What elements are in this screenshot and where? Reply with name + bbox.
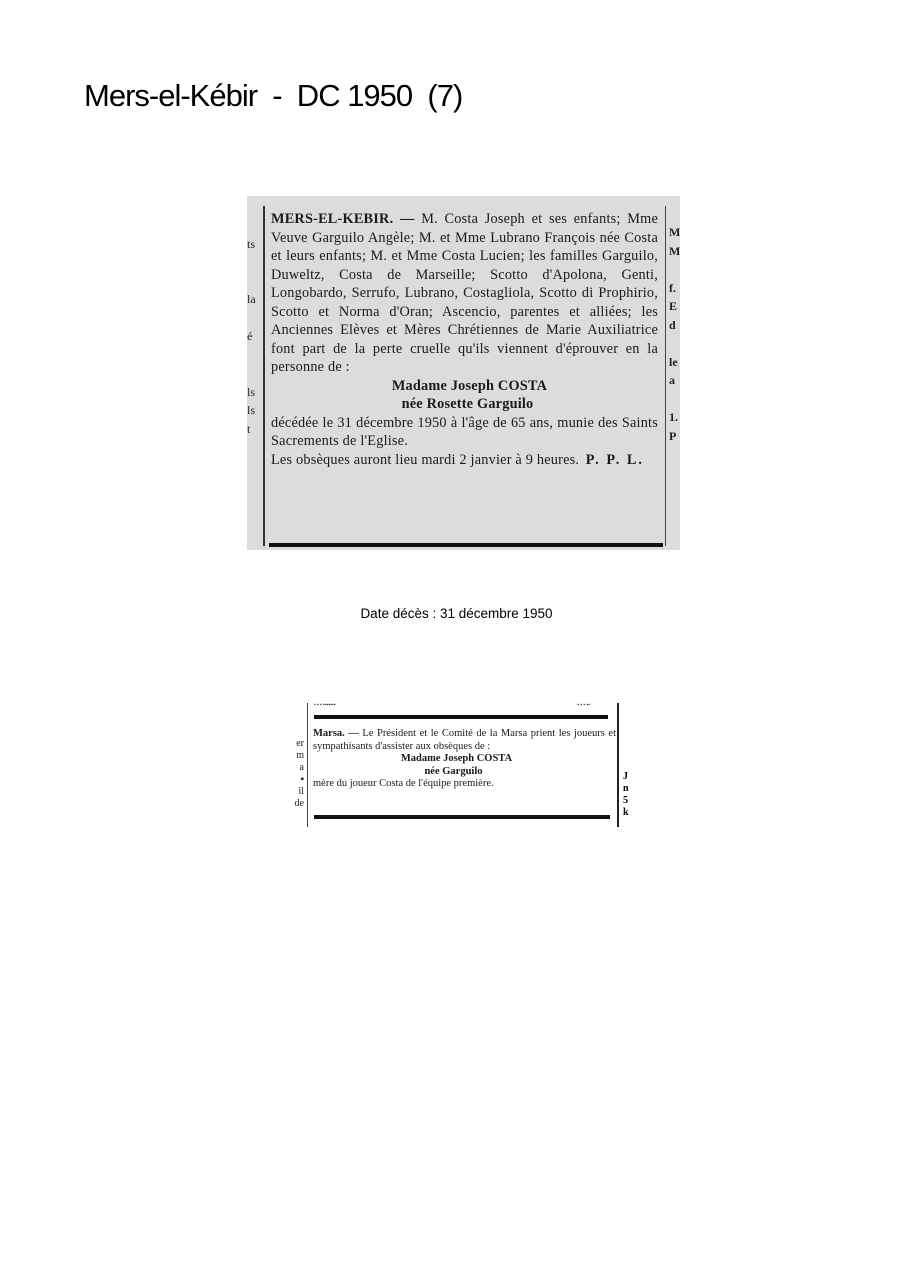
column-rule-left [307,703,308,827]
death-date-caption: Date décès : 31 décembre 1950 [360,606,553,621]
obituary-paragraph [271,210,658,377]
column-rule-right [665,206,666,546]
obituary-clipping-2 [286,703,634,827]
signature: P. P. L. [585,451,644,468]
column-rule-right [617,703,619,827]
adjacent-column-left: ts la é ls ls t [247,236,256,436]
deceased-name: Madame Joseph COSTA [391,377,548,394]
adjacent-column-right: M M f. E d le a 1. P [669,225,680,443]
obituary-text [271,210,658,469]
funeral-details: Les obsèques auront lieu mardi 2 janvier à 9 heures. P. P. L. [271,451,644,468]
notice-headline: Marsa. — [313,728,359,739]
page-title: Mers-el-Kébir - DC 1950 (7) [84,78,463,113]
notice-tail: mère du joueur Costa de l'équipe première. [313,778,494,790]
deceased-name: Madame Joseph COSTA [400,753,513,765]
header-fragment: ▪ ▪ ▪ ▪▪▪▪▪▪▪ ▪ ▪ ▪ ▪▪ [314,703,590,708]
death-details: décédée le 31 décembre 1950 à l'âge de 65 ans, munie des Saints Sacrements de l'Eglise. [271,414,658,449]
adjacent-column-right: J n 5 k [623,771,629,818]
notice-paragraph [313,728,616,753]
notice-body: Le Président et le Comité de la Marsa prient les joueurs et sympathisants d'assister aux obsèques de : [313,728,616,752]
column-rule-left [263,206,265,546]
adjacent-column-left: er m a ▪ il de [294,738,304,809]
deceased-maiden-name: née Garguilo [424,765,483,777]
obituary-body: M. Costa Joseph et ses enfants; Mme Veuve Garguilo Angèle; M. et Mme Lubrano François née Costa et leurs enfants; M. et Mme Costa Lucien; les familles Garguilo, Duweltz, Costa de Marseille; Scotto d'Apolona, Genti, Longobardo, Serrufo, Lubrano, Costagliola, Scotto di Prophirio, Scotto et Norma d'Oran; Ascencio, parentes et alliées; les Anciennes Elèves et Mères Chrétiennes de Marie Auxiliatrice font part de la perte cruelle qu'ils viennent d'éprouver en la personne de : [271,211,658,375]
top-rule [314,715,608,719]
bottom-rule [314,815,610,819]
club-notice-text [313,728,616,791]
deceased-maiden-name: née Rosette Garguilo [401,396,534,412]
obituary-headline: MERS-EL-KEBIR. — [271,211,415,227]
obituary-clipping-1 [247,196,680,550]
bottom-rule [269,543,663,547]
